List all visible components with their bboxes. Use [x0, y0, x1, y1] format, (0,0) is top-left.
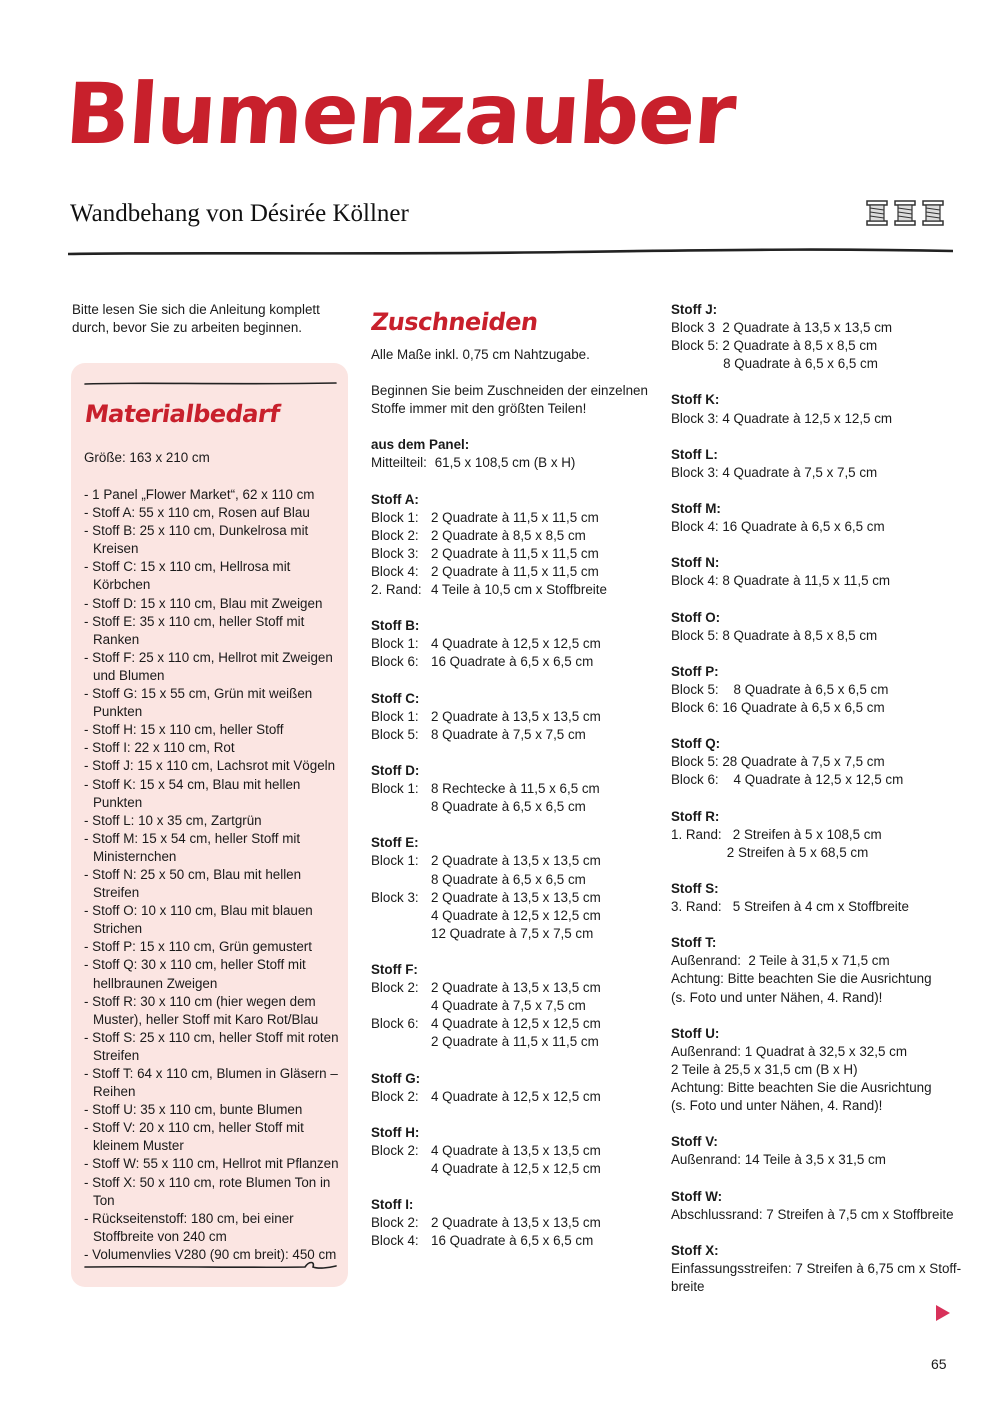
material-item: - Stoff T: 64 x 110 cm, Blumen in Gläsern – Reihen: [84, 1066, 338, 1100]
cut-label: [371, 997, 431, 1015]
fabric-heading: Stoff R:: [671, 808, 720, 824]
cut-label: Block 6:: [671, 700, 719, 716]
material-item: - Stoff O: 10 x 110 cm, Blau mit blauen Strichen: [84, 903, 313, 937]
fabric-group: [371, 1196, 661, 1250]
cut-label: Block 5:: [671, 681, 719, 697]
cut-row: [371, 1142, 661, 1160]
cut-label: Block 4:: [371, 563, 419, 579]
cut-value: 5 Streifen à 4 cm x Stoffbreite: [721, 899, 909, 915]
cut-value: 16 Quadrate à 6,5 x 6,5 cm: [718, 700, 885, 716]
cut-label: [371, 1160, 431, 1178]
fabric-group: [671, 880, 961, 916]
cut-row: [371, 871, 661, 889]
material-item: - Stoff L: 10 x 35 cm, Zartgrün: [84, 812, 262, 828]
thread-spool-icon: [922, 200, 944, 226]
material-item: - Stoff U: 35 x 110 cm, bunte Blumen: [84, 1102, 303, 1118]
triangle-arrow-right-icon[interactable]: [934, 1303, 952, 1323]
material-item: - Stoff X: 50 x 110 cm, rote Blumen Ton in Ton: [84, 1174, 331, 1208]
fabric-group: [671, 446, 961, 482]
cut-row: [371, 1214, 661, 1232]
cut-row: [371, 907, 661, 925]
fabric-heading: Stoff V:: [671, 1134, 718, 1150]
decorative-line: [83, 1259, 338, 1273]
cut-label: 2. Rand:: [371, 582, 422, 598]
cut-value: 8 Quadrate à 11,5 x 11,5 cm: [718, 573, 891, 589]
fabric-heading: Stoff K:: [671, 392, 720, 408]
cut-row: [371, 997, 661, 1015]
fabric-group: [371, 1070, 661, 1106]
cut-value: 12 Quadrate à 7,5 x 7,5 cm: [431, 925, 594, 941]
cut-row: [371, 798, 661, 816]
cut-label: Block 5:: [671, 338, 719, 354]
cut-value: 8 Rechtecke à 11,5 x 6,5 cm: [431, 781, 600, 797]
cut-row: [671, 355, 961, 373]
cut-row: [671, 1206, 961, 1224]
cut-row: [371, 925, 661, 943]
cut-value: 2 Quadrate à 11,5 x 11,5 cm: [431, 509, 599, 525]
cutting-heading: Zuschneiden: [369, 308, 540, 336]
material-item: - Stoff K: 15 x 54 cm, Blau mit hellen Punkten: [84, 776, 301, 810]
cut-value: 4 Teile à 10,5 cm x Stoffbreite: [431, 582, 607, 598]
cut-value: 8 Quadrate à 6,5 x 6,5 cm: [431, 871, 586, 887]
cut-row: [371, 708, 661, 726]
cut-label: Block 5:: [671, 754, 719, 770]
cut-row: [671, 844, 961, 862]
fabric-group: [371, 762, 661, 816]
fabric-heading: Stoff Q:: [671, 736, 721, 752]
cut-value: 2 Quadrate à 8,5 x 8,5 cm: [718, 338, 878, 354]
cut-value: 2 Quadrate à 8,5 x 8,5 cm: [431, 527, 586, 543]
cut-value: 2 Quadrate à 11,5 x 11,5 cm: [431, 1034, 599, 1050]
page-title: Blumenzauber: [62, 65, 739, 163]
cut-value: 2 Quadrate à 13,5 x 13,5 cm: [431, 889, 601, 905]
fabric-heading: Stoff G:: [371, 1070, 421, 1086]
material-item: - Stoff F: 25 x 110 cm, Hellrot mit Zweigen und Blumen: [84, 649, 333, 683]
cut-value: 8 Quadrate à 6,5 x 6,5 cm: [718, 681, 889, 697]
cut-value: 2 Streifen à 5 x 108,5 cm: [721, 826, 882, 842]
cut-row: [371, 979, 661, 997]
cut-label: Block 1:: [371, 853, 419, 869]
material-item: - Rückseitenstoff: 180 cm, bei einer Stoffbreite von 240 cm: [84, 1210, 294, 1244]
cut-row: [671, 1061, 961, 1079]
cut-value: 4 Quadrate à 13,5 x 13,5 cm: [431, 1142, 601, 1158]
header-divider: [68, 240, 953, 260]
cut-value: 7 Streifen à 7,5 cm x Stoffbreite: [762, 1206, 954, 1222]
material-item: - Stoff I: 22 x 110 cm, Rot: [84, 740, 235, 756]
fabric-heading: Stoff I:: [371, 1197, 414, 1213]
cut-row: [371, 509, 661, 527]
material-item: - Stoff Q: 30 x 110 cm, heller Stoff mit hellbraunen Zweigen: [84, 957, 306, 991]
cut-row: [371, 581, 661, 599]
cut-label: Block 2:: [371, 1088, 419, 1104]
page-subtitle: Wandbehang von Désirée Köllner: [70, 200, 409, 227]
material-item: - Volumenvlies V280 (90 cm breit): 450 cm: [84, 1246, 337, 1262]
cut-label: Einfassungsstreifen:: [671, 1260, 792, 1276]
fabric-group: [371, 834, 661, 943]
fabric-group: [671, 663, 961, 717]
fabric-group: [371, 436, 661, 472]
cut-label: breite: [671, 1279, 705, 1295]
cut-row: [671, 1079, 961, 1097]
cut-value: 7 Streifen à 6,75 cm x Stoff-: [791, 1260, 962, 1276]
cut-label: Block 3:: [371, 545, 419, 561]
cut-label: Achtung: Bitte beachten Sie die Ausrichtung: [671, 971, 932, 987]
fabric-heading: Stoff S:: [671, 881, 719, 896]
fabric-group: [671, 1188, 961, 1224]
cut-label: Außenrand:: [671, 1152, 741, 1168]
cut-row: [371, 1232, 661, 1250]
fabric-heading: Stoff P:: [671, 663, 719, 679]
fabric-group: [671, 735, 961, 789]
fabric-heading: Stoff H:: [371, 1124, 420, 1140]
cut-label: Block 6:: [371, 654, 419, 670]
cut-value: 16 Quadrate à 6,5 x 6,5 cm: [431, 1233, 594, 1249]
fabric-heading: Stoff B:: [371, 618, 420, 634]
material-item: - Stoff G: 15 x 55 cm, Grün mit weißen Punkten: [84, 686, 313, 720]
cut-label: Block 4:: [671, 519, 719, 535]
cut-row: [371, 563, 661, 581]
material-item: - Stoff E: 35 x 110 cm, heller Stoff mit Ranken: [84, 613, 305, 647]
cut-value: 2 Quadrate à 13,5 x 13,5 cm: [431, 853, 601, 869]
fabric-group: [671, 1025, 961, 1115]
cut-label: Block 2:: [371, 527, 419, 543]
cut-label: (s. Foto und unter Nähen, 4. Rand)!: [671, 1098, 883, 1114]
fabric-heading: Stoff E:: [371, 835, 419, 851]
cut-label: Block 3:: [671, 410, 719, 426]
quilt-size: Größe: 163 x 210 cm: [84, 450, 210, 465]
fabric-group: [671, 500, 961, 536]
cutting-groups: [371, 436, 661, 1250]
cut-label: [371, 907, 431, 925]
cut-label: Block 4:: [671, 573, 719, 589]
cut-value: 16 Quadrate à 6,5 x 6,5 cm: [431, 654, 594, 670]
fabric-heading: Stoff D:: [371, 762, 420, 778]
fabric-group: [371, 690, 661, 744]
cut-value: 4 Quadrate à 12,5 x 12,5 cm: [718, 410, 893, 426]
cut-label: 2 Teile à 25,5 x 31,5 cm (B x H): [671, 1061, 858, 1077]
cut-value: 8 Quadrate à 7,5 x 7,5 cm: [431, 726, 586, 742]
cut-row: [671, 337, 961, 355]
fabric-group: [671, 391, 961, 427]
cut-label: Block 5:: [671, 627, 719, 643]
material-item: - 1 Panel „Flower Market“, 62 x 110 cm: [84, 487, 315, 502]
cutting-groups: [671, 301, 961, 1296]
cutting-column-2: [671, 301, 961, 1314]
material-item: - Stoff P: 15 x 110 cm, Grün gemustert: [84, 939, 312, 955]
fabric-heading: Stoff W:: [671, 1188, 723, 1204]
cut-label: Block 6:: [371, 1016, 419, 1032]
cut-row: [671, 464, 961, 482]
cut-row: [671, 681, 961, 699]
fabric-group: [671, 934, 961, 1006]
cut-row: [671, 572, 961, 590]
cut-row: [671, 1260, 961, 1278]
cut-label: [371, 1033, 431, 1051]
fabric-heading: Stoff X:: [671, 1242, 719, 1258]
cut-row: [671, 989, 961, 1007]
cut-label: Block 1:: [371, 708, 419, 724]
fabric-heading: Stoff U:: [671, 1025, 720, 1041]
cut-label: Block 3:: [671, 464, 719, 480]
material-item: - Stoff A: 55 x 110 cm, Rosen auf Blau: [84, 505, 310, 521]
intro-text: Bitte lesen Sie sich die Anleitung komplett durch, bevor Sie zu arbeiten beginnen.: [72, 302, 320, 335]
cut-label: Block 3:: [371, 889, 419, 905]
cut-label: Außenrand:: [671, 953, 741, 969]
cut-label: [371, 925, 431, 943]
material-item: - Stoff C: 15 x 110 cm, Hellrosa mit Körbchen: [84, 559, 291, 593]
cut-value: 4 Quadrate à 12,5 x 12,5 cm: [431, 907, 601, 923]
cut-label: Achtung: Bitte beachten Sie die Ausrichtung: [671, 1080, 932, 1096]
cut-value: 14 Teile à 3,5 x 31,5 cm: [740, 1152, 886, 1168]
fabric-heading: Stoff L:: [671, 446, 718, 462]
cut-row: [671, 627, 961, 645]
cut-row: [371, 653, 661, 671]
cut-label: Block 6:: [671, 772, 719, 788]
cutting-column-1: [371, 308, 661, 1269]
cut-value: 2 Quadrate à 11,5 x 11,5 cm: [431, 563, 599, 579]
cut-row: [671, 699, 961, 717]
fabric-group: [371, 617, 661, 671]
cut-value: 2 Quadrate à 11,5 x 11,5 cm: [431, 545, 599, 561]
cut-label: [371, 871, 431, 889]
fabric-group: [371, 491, 661, 600]
cut-value: 2 Quadrate à 13,5 x 13,5 cm: [431, 1215, 601, 1231]
cut-label: Block 2:: [371, 1142, 419, 1158]
cut-row: [671, 319, 961, 337]
cut-value: 8 Quadrate à 6,5 x 6,5 cm: [431, 799, 586, 815]
fabric-group: [371, 1124, 661, 1178]
cut-value: 4 Quadrate à 12,5 x 12,5 cm: [431, 1088, 601, 1104]
cut-label: Block 2:: [371, 980, 419, 996]
cut-label: Block 4:: [371, 1233, 419, 1249]
fabric-heading: Stoff M:: [671, 501, 721, 517]
cut-value: 4 Quadrate à 7,5 x 7,5 cm: [718, 464, 878, 480]
material-item: - Stoff D: 15 x 110 cm, Blau mit Zweigen: [84, 595, 323, 611]
cut-row: [671, 952, 961, 970]
cut-value: 28 Quadrate à 7,5 x 7,5 cm: [718, 754, 885, 770]
cut-value: 4 Quadrate à 12,5 x 12,5 cm: [431, 636, 601, 652]
fabric-heading: Stoff A:: [371, 491, 419, 507]
cut-row: [671, 1097, 961, 1115]
fabric-group: [671, 1133, 961, 1169]
cut-row: [371, 1015, 661, 1033]
material-item: - Stoff V: 20 x 110 cm, heller Stoff mit kleinem Muster: [84, 1120, 304, 1154]
material-item: - Stoff J: 15 x 110 cm, Lachsrot mit Vögeln: [84, 758, 336, 774]
material-item: - Stoff R: 30 x 110 cm (hier wegen dem Muster), heller Stoff mit Karo Rot/Blau: [84, 993, 319, 1027]
cut-row: [371, 852, 661, 870]
cut-row: [671, 970, 961, 988]
cutting-order-note: Beginnen Sie beim Zuschneiden der einzelnen Stoffe immer mit den größten Teilen!: [371, 383, 648, 417]
fabric-heading: Stoff F:: [371, 962, 418, 977]
cut-label: Block 1:: [371, 509, 419, 525]
cut-row: [371, 1033, 661, 1051]
cut-value: 2 Quadrate à 13,5 x 13,5 cm: [431, 980, 601, 996]
cut-value: 1 Quadrat à 32,5 x 32,5 cm: [740, 1043, 907, 1059]
cut-row: [371, 889, 661, 907]
fabric-heading: Stoff C:: [371, 690, 420, 706]
difficulty-rating: [866, 200, 944, 226]
materials-list: [84, 486, 346, 1264]
material-item: - Stoff N: 25 x 50 cm, Blau mit hellen Streifen: [84, 866, 302, 901]
cut-value: 2 Streifen à 5 x 68,5 cm: [671, 844, 869, 860]
cut-row: [671, 1151, 961, 1169]
cut-row: [671, 826, 961, 844]
cut-row: [371, 545, 661, 563]
decorative-line: [83, 377, 338, 389]
cut-row: [371, 726, 661, 744]
thread-spool-icon: [866, 200, 888, 226]
cut-row: [371, 527, 661, 545]
cut-row: [371, 1088, 661, 1106]
page-number: 65: [931, 1356, 947, 1372]
cut-value: 8 Quadrate à 6,5 x 6,5 cm: [671, 356, 878, 372]
cut-value: 4 Quadrate à 12,5 x 12,5 cm: [431, 1016, 601, 1032]
cut-label: (s. Foto und unter Nähen, 4. Rand)!: [671, 989, 883, 1005]
cut-row: [371, 635, 661, 653]
fabric-group: [371, 961, 661, 1051]
cut-label: 1. Rand:: [671, 826, 722, 842]
cut-row: [671, 898, 961, 916]
material-item: - Stoff W: 55 x 110 cm, Hellrot mit Pflanzen: [84, 1156, 339, 1172]
cut-row: [671, 518, 961, 536]
cut-label: Block 1:: [371, 781, 419, 797]
fabric-heading: Stoff T:: [671, 935, 717, 951]
cut-value: 61,5 x 108,5 cm (B x H): [431, 455, 576, 471]
fabric-group: [671, 301, 961, 373]
cut-value: 4 Quadrate à 7,5 x 7,5 cm: [431, 998, 586, 1014]
fabric-group: [671, 609, 961, 645]
cut-row: [371, 454, 661, 472]
cut-value: 4 Quadrate à 12,5 x 12,5 cm: [431, 1161, 601, 1177]
cut-label: 3. Rand:: [671, 899, 722, 915]
material-item: - Stoff B: 25 x 110 cm, Dunkelrosa mit Kreisen: [84, 523, 309, 557]
cut-row: [671, 771, 961, 789]
cut-label: Block 3: [671, 320, 715, 336]
cut-label: [371, 798, 431, 816]
cut-label: Block 5:: [371, 726, 419, 742]
fabric-group: [671, 554, 961, 590]
cut-value: 2 Teile à 31,5 x 71,5 cm: [740, 953, 890, 969]
fabric-group: [671, 808, 961, 862]
cut-value: 16 Quadrate à 6,5 x 6,5 cm: [718, 519, 885, 535]
cut-label: Abschlussrand:: [671, 1206, 763, 1222]
materials-heading: Materialbedarf: [83, 400, 282, 428]
cut-value: 2 Quadrate à 13,5 x 13,5 cm: [714, 320, 893, 336]
fabric-heading: Stoff J:: [671, 302, 718, 317]
cut-row: [371, 1160, 661, 1178]
fabric-heading: Stoff O:: [671, 609, 721, 625]
cut-row: [371, 780, 661, 798]
seam-allowance-note: Alle Maße inkl. 0,75 cm Nahtzugabe.: [371, 347, 590, 362]
cut-row: [671, 410, 961, 428]
cut-row: [671, 1278, 961, 1296]
material-item: - Stoff S: 25 x 110 cm, heller Stoff mit roten Streifen: [84, 1029, 339, 1063]
fabric-group: [671, 1242, 961, 1296]
cut-label: Block 1:: [371, 636, 419, 652]
fabric-heading: Stoff N:: [671, 555, 720, 571]
cut-value: 4 Quadrate à 12,5 x 12,5 cm: [718, 772, 904, 788]
fabric-heading: aus dem Panel:: [371, 437, 470, 453]
thread-spool-icon: [894, 200, 916, 226]
cut-value: 2 Quadrate à 13,5 x 13,5 cm: [431, 708, 601, 724]
materials-box: [71, 363, 348, 1287]
material-item: - Stoff M: 15 x 54 cm, heller Stoff mit Ministernchen: [84, 830, 301, 864]
cut-value: 8 Quadrate à 8,5 x 8,5 cm: [718, 627, 878, 643]
cut-label: Mitteilteil:: [371, 455, 427, 471]
cut-label: Außenrand:: [671, 1043, 741, 1059]
cut-label: Block 2:: [371, 1215, 419, 1231]
cut-row: [671, 1043, 961, 1061]
cut-row: [671, 753, 961, 771]
material-item: - Stoff H: 15 x 110 cm, heller Stoff: [84, 722, 284, 738]
